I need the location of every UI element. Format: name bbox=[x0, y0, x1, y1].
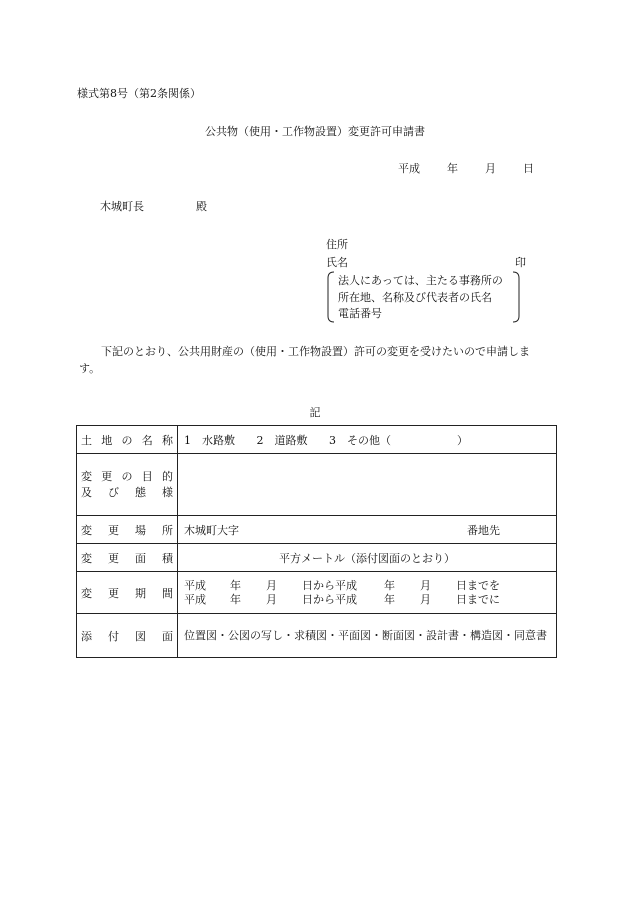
label-char: 土 bbox=[81, 433, 92, 447]
period-value[interactable] bbox=[178, 572, 557, 614]
label-char: 地 bbox=[101, 433, 113, 447]
label-char: の bbox=[121, 469, 133, 483]
label-char: 様 bbox=[162, 485, 173, 499]
label-char: 変 bbox=[81, 469, 92, 483]
form-number: 様式第8号（第2条関係） bbox=[77, 87, 201, 100]
option-other: 3 その他（ ） bbox=[329, 433, 468, 447]
label-char: 的 bbox=[162, 469, 173, 483]
label-text bbox=[81, 628, 173, 644]
location-prefix: 木城町大字 bbox=[184, 523, 239, 537]
label-char: 積 bbox=[162, 551, 173, 565]
label-char: 期 bbox=[135, 586, 146, 600]
row-area bbox=[77, 544, 557, 572]
label-char: 図 bbox=[135, 629, 146, 643]
address-label: 住所 bbox=[326, 238, 348, 251]
date-line bbox=[398, 160, 534, 176]
corporate-note bbox=[338, 273, 503, 323]
label-char: 変 bbox=[81, 523, 92, 537]
addressee-honorific: 殿 bbox=[196, 200, 207, 213]
label-char: 変 bbox=[81, 586, 92, 600]
label-attachments bbox=[77, 614, 178, 658]
seal-mark: 印 bbox=[515, 256, 526, 269]
label-text bbox=[81, 550, 173, 566]
land-type-options bbox=[178, 426, 557, 454]
date-month: 月 bbox=[485, 162, 496, 175]
label-char: 更 bbox=[108, 586, 119, 600]
phone-label: 電話番号 bbox=[338, 307, 382, 320]
label-char: 間 bbox=[162, 586, 173, 600]
label-period bbox=[77, 572, 178, 614]
option-waterway: 1 水路敷 bbox=[184, 433, 235, 447]
label-char: 名 bbox=[141, 433, 153, 447]
row-location bbox=[77, 516, 557, 544]
ki-heading: 記 bbox=[309, 406, 321, 419]
label-char: の bbox=[121, 433, 133, 447]
label-text bbox=[81, 432, 173, 448]
date-year: 年 bbox=[447, 162, 458, 175]
application-table bbox=[76, 425, 557, 658]
label-char: び bbox=[108, 485, 119, 499]
location-value[interactable] bbox=[178, 516, 557, 544]
label-char: 目 bbox=[141, 469, 153, 483]
addressee-name: 木城町長 bbox=[100, 200, 144, 213]
date-era: 平成 bbox=[398, 162, 420, 175]
label-char: 称 bbox=[162, 433, 173, 447]
period-line-2: 平成 年 月 日から平成 年 月 日までに bbox=[184, 592, 500, 606]
addressee bbox=[100, 198, 207, 214]
label-text bbox=[81, 469, 173, 485]
label-char: 更 bbox=[108, 523, 119, 537]
note-line: 所在地、名称及び代表者の氏名 bbox=[338, 290, 492, 304]
label-char: 付 bbox=[108, 629, 119, 643]
area-value[interactable]: 平方メートル（添付図面のとおり） bbox=[178, 544, 557, 572]
label-text bbox=[81, 522, 173, 538]
request-statement: 下記のとおり、公共用財産の（使用・工作物設置）許可の変更を受けたいので申請します。 bbox=[79, 345, 530, 375]
label-char: 更 bbox=[101, 469, 113, 483]
label-char: 態 bbox=[135, 485, 146, 499]
label-char: 添 bbox=[81, 629, 92, 643]
applicant-block bbox=[326, 236, 526, 272]
label-purpose bbox=[77, 454, 178, 516]
label-char: 所 bbox=[162, 523, 173, 537]
name-label: 氏名 bbox=[326, 256, 348, 269]
label-char: 更 bbox=[108, 551, 119, 565]
label-location bbox=[77, 516, 178, 544]
label-char: 面 bbox=[162, 629, 173, 643]
row-attachments bbox=[77, 614, 557, 658]
label-char: 場 bbox=[135, 523, 146, 537]
label-char: 面 bbox=[135, 551, 146, 565]
location-suffix: 番地先 bbox=[467, 523, 500, 537]
label-area bbox=[77, 544, 178, 572]
label-text bbox=[81, 485, 173, 501]
row-purpose bbox=[77, 454, 557, 516]
note-line: 法人にあっては、主たる事務所の bbox=[338, 274, 503, 287]
label-text bbox=[81, 585, 173, 601]
row-period bbox=[77, 572, 557, 614]
label-char: 及 bbox=[81, 485, 92, 499]
purpose-value[interactable] bbox=[178, 454, 557, 516]
date-day: 日 bbox=[523, 162, 534, 175]
option-road: 2 道路敷 bbox=[256, 433, 308, 447]
row-land-name bbox=[77, 426, 557, 454]
label-land-name bbox=[77, 426, 178, 454]
label-char: 変 bbox=[81, 551, 92, 565]
period-line-1: 平成 年 月 日から平成 年 月 日までを bbox=[184, 578, 500, 592]
attachments-value[interactable]: 位置図・公図の写し・求積図・平面図・断面図・設計書・構造図・同意書 bbox=[178, 614, 557, 658]
document-title: 公共物（使用・工作物設置）変更許可申請書 bbox=[205, 125, 425, 138]
